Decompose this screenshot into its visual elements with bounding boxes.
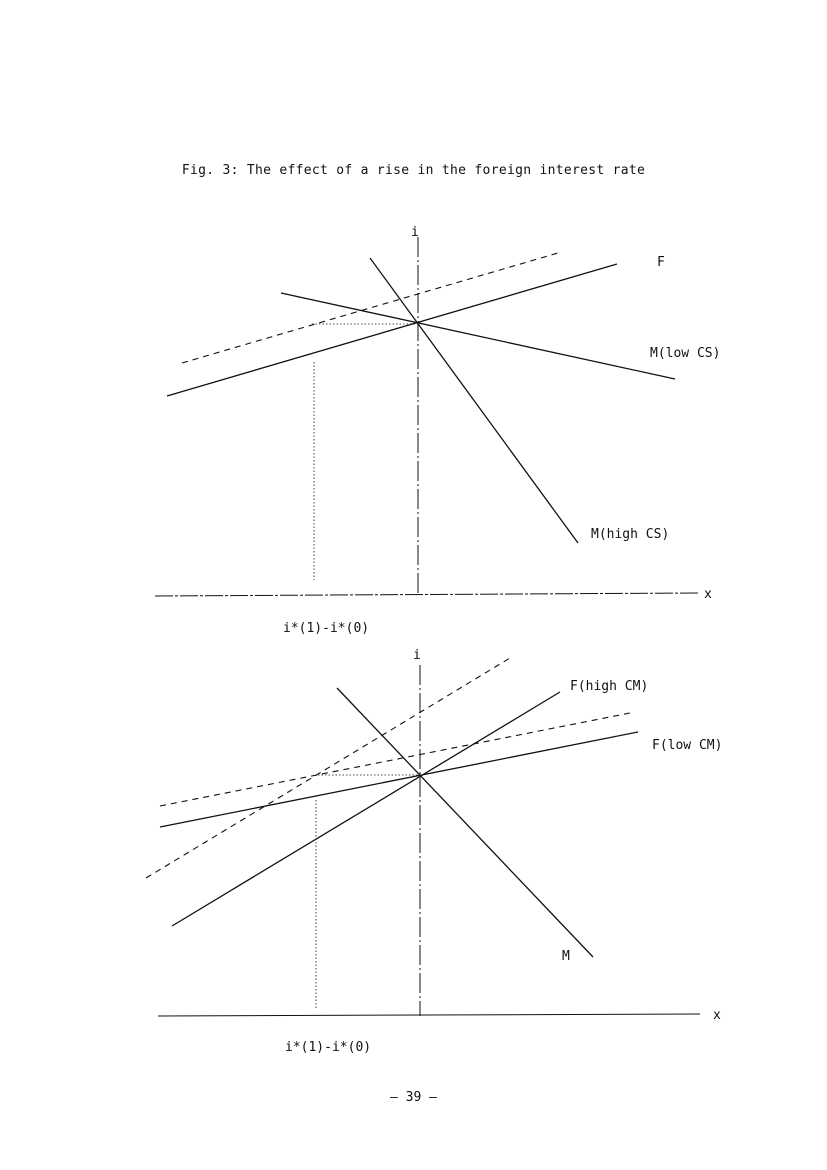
diagram-bottom-panel xyxy=(0,645,827,1065)
label-M-high-cs: M(high CS) xyxy=(591,527,670,542)
y-axis-label-top: i xyxy=(411,225,419,240)
x-axis-label-bottom: x xyxy=(713,1008,721,1023)
label-M-bottom: M xyxy=(562,949,570,964)
x-axis-label-top: x xyxy=(704,587,712,602)
y-axis-label-bottom: i xyxy=(413,648,421,663)
x-axis-bottom xyxy=(158,1014,700,1016)
curve-M-low-cs xyxy=(281,293,675,379)
label-F-top: F xyxy=(657,255,665,270)
curve-F-low-cm xyxy=(160,732,638,827)
diagram-top-panel xyxy=(0,215,827,645)
curve-M-high-cs xyxy=(370,258,578,543)
x-axis-top xyxy=(155,593,698,596)
curve-F-high-cm xyxy=(172,692,560,926)
curve-M-bottom xyxy=(337,688,593,957)
curve-F-shifted-top xyxy=(182,253,558,363)
page-number: — 39 — xyxy=(390,1090,437,1105)
shift-label-top: i*(1)-i*(0) xyxy=(283,621,370,636)
label-F-high-cm: F(high CM) xyxy=(570,679,649,694)
curve-F-top xyxy=(167,264,617,396)
figure-title: Fig. 3: The effect of a rise in the foreign interest rate xyxy=(181,163,646,178)
shift-label-bottom: i*(1)-i*(0) xyxy=(285,1040,372,1055)
label-M-low-cs: M(low CS) xyxy=(650,346,721,361)
label-F-low-cm: F(low CM) xyxy=(652,738,723,753)
